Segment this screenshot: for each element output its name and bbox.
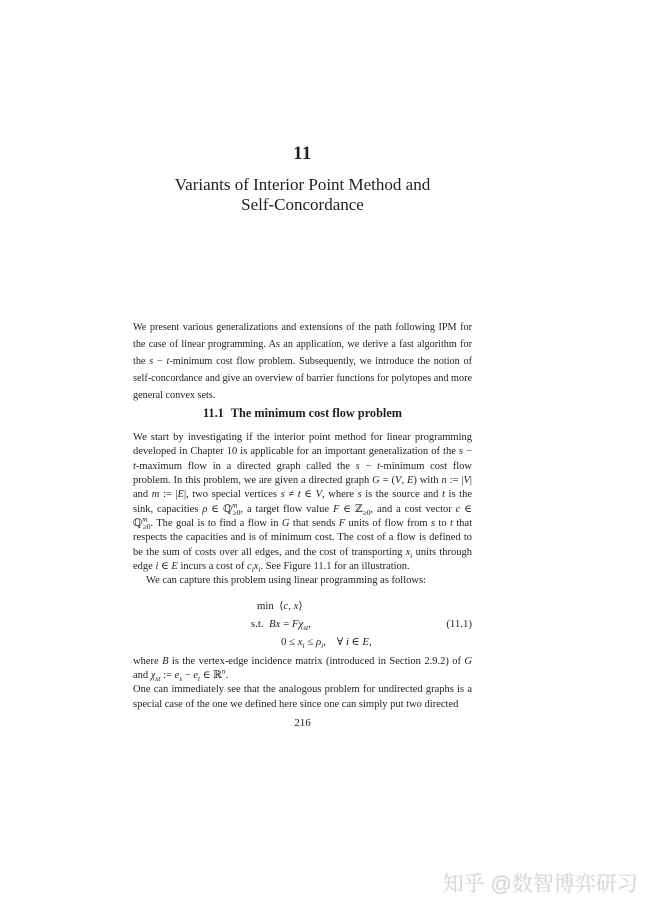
paragraph-notation: where B is the vertex-edge incidence matrix (introduced in Section 2.9.2) of G and $\chi_{st}$ := $e_s - e_t$ ∈ ℝ$^n$. bbox=[133, 655, 472, 684]
equation-constraint-flow bbox=[251, 615, 472, 633]
chapter-title-line-1: Variants of Interior Point Method and bbox=[174, 175, 431, 194]
equation-objective: min ⟨c, x⟩ bbox=[257, 599, 303, 612]
chapter-abstract: We present various generalizations and extensions of the path following IPM for the case of linear programming. As an application, we derive a fast algorithm for the s − t-minimum cost flow problem. Subsequently, we introduce the notion of self-concordance and give an overview of barrier functions for polytopes and more general convex sets. bbox=[133, 322, 472, 401]
equation-constraint-flow-text: s.t. $Bx = F\chi_{st}$, bbox=[251, 617, 311, 632]
chapter-title bbox=[133, 175, 472, 215]
chapter-title-line-2: Self-Concordance bbox=[241, 195, 364, 214]
equation-constraint-capacity: $0 \le x_i \le \rho_i$, ∀ i ∈ E, bbox=[281, 635, 372, 650]
equation-11-1 bbox=[133, 597, 472, 651]
section-heading bbox=[133, 406, 472, 421]
paragraph-lp-capture: We can capture this problem using linear programming as follows: bbox=[146, 575, 426, 587]
section-body bbox=[133, 431, 472, 712]
text-column bbox=[133, 0, 472, 913]
watermark-zhihu: 知乎 @数智博弈研习 bbox=[442, 873, 638, 896]
section-title: The minimum cost flow problem bbox=[230, 406, 403, 420]
section-number: 11.1 bbox=[202, 406, 224, 420]
page-number: 216 bbox=[294, 717, 311, 729]
paragraph-problem-definition: We start by investigating if the interior point method for linear programming developed in Chapter 10 is applicable for an important generalization of the s − t-maximum flow in a directed graph called the s − t-minimum cost flow problem. In this problem, we are given a directed graph G = (V, E) with n := |V| and m := |E|, two special vertices s ≠ t ∈ V, where s is the source and t is the sink, capacities ρ ∈ ℚ$^m_{\ge 0}$, a target flow value F ∈ ℤ$_{\ge 0}$, and a cost vector c ∈ ℚ$^m_{\ge 0}$. The goal is to find a flow in G that sends F units of flow from s to t that respects the capacities and is of minimum cost. The cost of a flow is defined to be the sum of costs over all edges, and the cost of transporting $x_i$ units through edge i ∈ E incurs a cost of $c_ix_i$. See Figure 11.1 for an illustration. bbox=[133, 432, 473, 575]
equation-number: (11.1) bbox=[446, 617, 472, 630]
paragraph-undirected-remark: One can immediately see that the analogous problem for undirected graphs is a special case of the one we defined here since one can simply put two directed bbox=[133, 684, 472, 710]
chapter-number: 11 bbox=[293, 144, 312, 164]
